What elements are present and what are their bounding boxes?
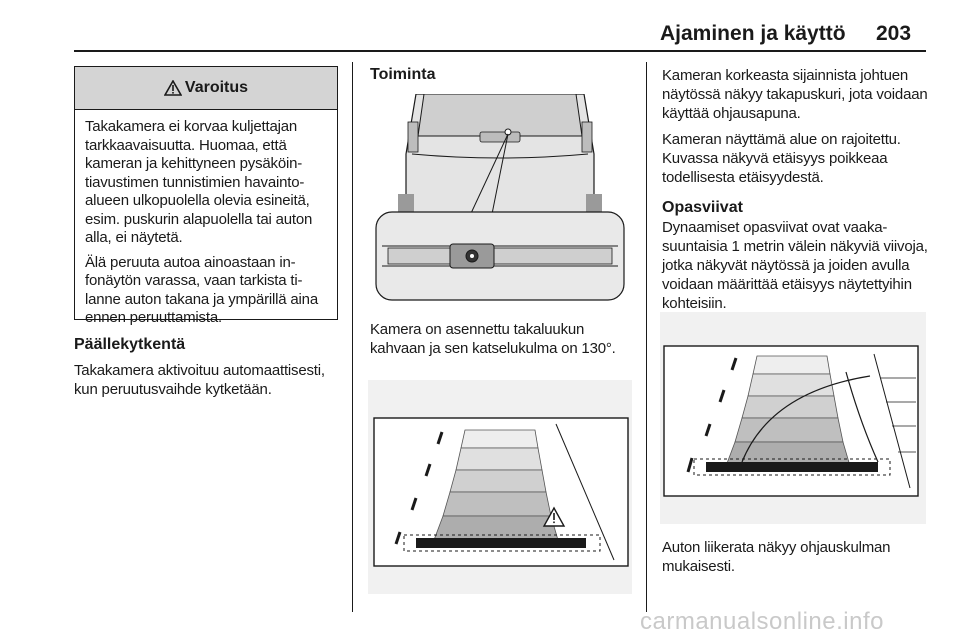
watermark: carmanualsonline.info — [640, 608, 884, 635]
page-header-title: Ajaminen ja käyttö — [660, 22, 846, 45]
guideline-display-drawing — [368, 380, 632, 594]
trajectory-display-drawing — [660, 312, 926, 524]
warning-header — [75, 67, 337, 110]
function-caption-text: Kamera on asennettu takaluukun kahvaan ja sen katselukulma on 130°. — [370, 321, 616, 357]
car-rear-drawing — [368, 94, 632, 304]
section-heading-guidelines: Opasviivat — [662, 199, 743, 216]
trajectory-caption-text: Auton liikerata näkyy ohjauskulman mukaisesti. — [662, 539, 891, 575]
warning-title: Varoitus — [184, 79, 249, 96]
camera-info-para2: Kameran näyttämä alue on rajoitettu. Kuvassa näkyvä etäisyys poikkeaa todellisesta etäisyydestä. — [662, 131, 901, 186]
car-rear-camera-illustration — [368, 94, 632, 304]
guideline-display-illustration — [368, 380, 632, 594]
trajectory-display-illustration — [660, 312, 926, 524]
warning-body — [75, 110, 337, 328]
guidelines-text: Dynaamiset opasviivat ovat vaakasuuntaisia 1 metrin välein näkyviä viivoja, jotka näkyvät näytössä ja joiden avulla voidaan määrittää etäisyys näytettyihin kohteisiin. — [662, 219, 928, 312]
warning-box — [74, 66, 338, 326]
trajectory-caption — [662, 538, 932, 576]
camera-info-para1: Kameran korkeasta sijainnista johtuen näytössä näkyy takapuskuri, jota voidaan käyttää ohjausapuna. — [662, 67, 928, 122]
column-separator — [646, 62, 647, 612]
section-heading-function — [370, 66, 435, 84]
warning-paragraph: Älä peruuta autoa ainoastaan infonäytön varassa, vaan tarkista tilanne auton takana ja ympärillä aina ennen peruuttamista. — [85, 253, 318, 326]
warning-triangle-icon — [164, 80, 182, 96]
column-separator — [352, 62, 353, 612]
camera-info-section — [662, 66, 932, 313]
page-number: 203 — [876, 22, 912, 45]
section-heading-activation: Päällekytkentä — [74, 336, 186, 353]
section-heading-function-text: Toiminta — [370, 66, 436, 83]
header-rule — [74, 50, 926, 52]
warning-paragraph: Takakamera ei korvaa kuljettajan tarkkaavaisuutta. Huomaa, että kameran ja kehittyneen pysäköintiavustimen tunnistimien havaintoalueen ulkopuolella olevia esineitä, esim. puskurin alapuolella tai auton alla, ei näytetä. — [85, 118, 313, 246]
function-caption — [370, 320, 638, 358]
activation-section — [74, 336, 344, 399]
activation-text: Takakamera aktivoituu automaattisesti, kun peruutusvaihde kytketään. — [74, 362, 325, 398]
